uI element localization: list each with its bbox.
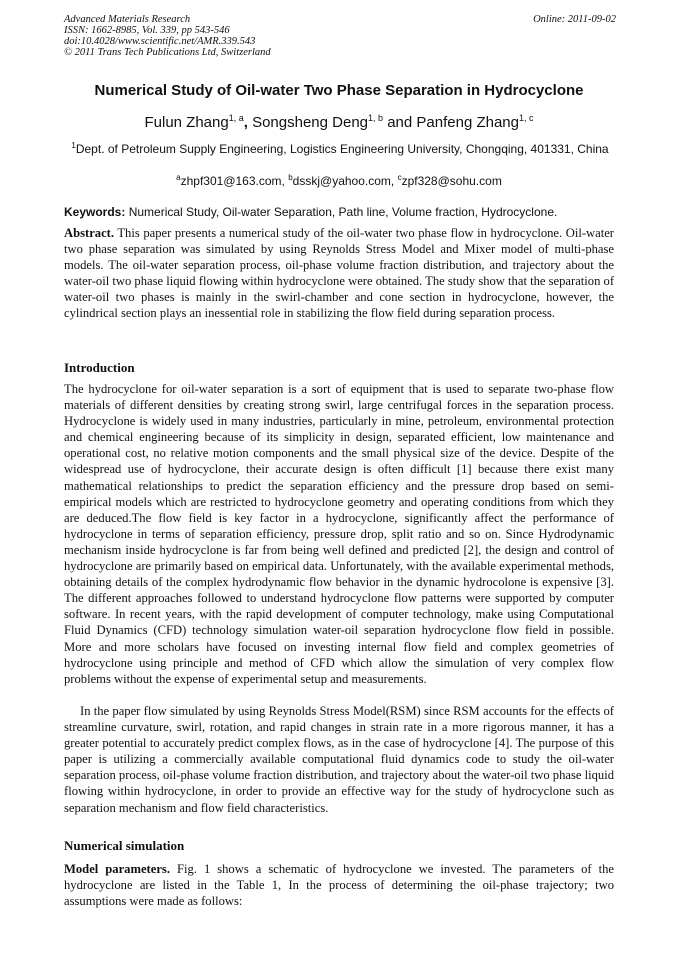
paper-title: Numerical Study of Oil-water Two Phase Separation in Hydrocyclone bbox=[94, 82, 584, 99]
keywords bbox=[64, 205, 624, 219]
keywords-label: Keywords: bbox=[64, 205, 126, 219]
email-line: $^a$zhpf301@163.com, $^b$dsskj@yahoo.com, $^c$zpf328@sohu.com bbox=[176, 173, 502, 188]
model-parameters-label: Model parameters. bbox=[64, 862, 170, 876]
doi-line: doi:10.4028/www.scientific.net/AMR.339.543 bbox=[64, 36, 256, 47]
email-address: zpf328@sohu.com bbox=[401, 174, 502, 188]
abstract bbox=[64, 225, 614, 322]
introduction-heading: Introduction bbox=[64, 360, 135, 375]
email-superscript: b bbox=[288, 173, 293, 182]
abstract-label: Abstract. bbox=[64, 226, 115, 240]
author-name: Panfeng Zhang bbox=[416, 114, 519, 131]
author-line bbox=[40, 113, 638, 131]
numerical-simulation-heading: Numerical simulation bbox=[64, 838, 185, 853]
issn-line: ISSN: 1662-8985, Vol. 339, pp 543-546 bbox=[64, 25, 230, 36]
author-superscript: 1, a bbox=[228, 113, 244, 123]
journal-name: Advanced Materials Research bbox=[64, 14, 191, 25]
author-separator: , bbox=[243, 114, 253, 131]
running-header bbox=[64, 14, 616, 58]
introduction-paragraph-1: The hydrocyclone for oil-water separation is a sort of equipment that is used to separate two-phase flow materials of different densities by creating strong swirl, large centrifugal forces in the separation process. Hydrocyclone is widely used in many industries, particularly in mine, petroleum, environmental protection and chemical engineering because of its simplicity in design, separated efficient, low maintenance and operational cost, no relative motion components and the small physical size of the device. Despite of the widespread use of hydrocyclone, their accurate design is often difficult [1] because there exist many mathematical relationships to predict the separation efficiency and the pressure drop based on semi-empirical models which are restricted to hydrocyclone geometry and operating conditions from which they are deduced.The flow field is key factor in a hydrocyclone, significantly affect the performance of hydrocyclone in terms of separation efficiency, pressure drop, split ratio and so on. Since Hydrodynamic mechanism inside hydrocyclone is far from being well defined and predicted [2], the design and control of hydrocyclone are primarily based on empirical data. Unfortunately, with the available experimental methods, obtaining details of the complex hydrodynamic flow behavior in the dynamic hydrocolone is expensive [3]. The different approaches followed to understand hydrocyclone flow patterns were supported by computer software. In recent years, with the rapid development of computer technology, make using Computational Fluid Dynamics (CFD) technology simulation water-oil separation hydrocyclone flow field in possible. More and more scholars have focused on investing internal flow field and complex geometries of hydrocyclone using principle and method of CFD which allow the simulation of very complex flow problems without the expense of experimental setup and measurements. bbox=[64, 382, 614, 686]
author-superscript: 1, b bbox=[368, 113, 384, 123]
affiliation bbox=[64, 138, 616, 157]
copyright-line: © 2011 Trans Tech Publications Ltd, Switzerland bbox=[64, 47, 271, 58]
affiliation-text: Dept. of Petroleum Supply Engineering, Logistics Engineering University, Chongqing, 401331, China bbox=[75, 142, 609, 156]
email-superscript: c bbox=[397, 173, 402, 182]
model-parameters-paragraph bbox=[64, 861, 614, 909]
email-superscript: a bbox=[176, 173, 181, 182]
email-address: zhpf301@163.com bbox=[180, 174, 282, 188]
affiliation-superscript: 1 bbox=[71, 141, 76, 150]
model-parameters-text: Fig. 1 shows a schematic of hydrocyclone we invested. The parameters of the hydrocyclone are listed in the Table 1, In the process of determining the oil-phase trajectory; two assumptions were made as follows: bbox=[64, 862, 615, 909]
author-separator: and bbox=[383, 114, 417, 131]
introduction-paragraph-2: In the paper flow simulated by using Reynolds Stress Model(RSM) since RSM accounts for the effects of streamline curvature, swirl, rotation, and rapid changes in strain rate in a more rigorous manner, it has a greater potential to accurately predict complex flows, as in the case of hydrocyclone [4]. The purpose of this paper is utilizing a commercially available computational fluid dynamics code to study the oil-water separation process, oil-phase volume fraction distribution, and trajectory about the water-oil two phase liquid flowing within hydrocyclone, in order to provide an effective way for the study of hydrocyclone such as separation mechanism and flow field characteristics. bbox=[64, 704, 614, 815]
author-superscript: 1, c bbox=[519, 113, 534, 123]
online-date: Online: 2011-09-02 bbox=[533, 14, 616, 25]
keywords-text: Numerical Study, Oil-water Separation, Path line, Volume fraction, Hydrocyclone. bbox=[125, 205, 558, 219]
abstract-text: This paper presents a numerical study of the oil-water two phase flow in hydrocyclone. Oil-water two phase separation was simulated by using Reynolds Stress Model and Mixer model of multi-phase models. The oil-water separation process, oil-phase volume fraction distribution, and trajectory about the water-oil two phase liquid flowing within hydrocyclone were obtained. The study show that the separation of water-oil two phases is mainly in the swirl-chamber and cone section in hydrocyclone, however, the cylindrical section plays an inessential role in stabilizing the flow field during separation process. bbox=[64, 226, 615, 321]
email-address: dsskj@yahoo.com bbox=[292, 174, 391, 188]
author-name: Fulun Zhang bbox=[144, 114, 229, 131]
author-name: Songsheng Deng bbox=[252, 114, 369, 131]
